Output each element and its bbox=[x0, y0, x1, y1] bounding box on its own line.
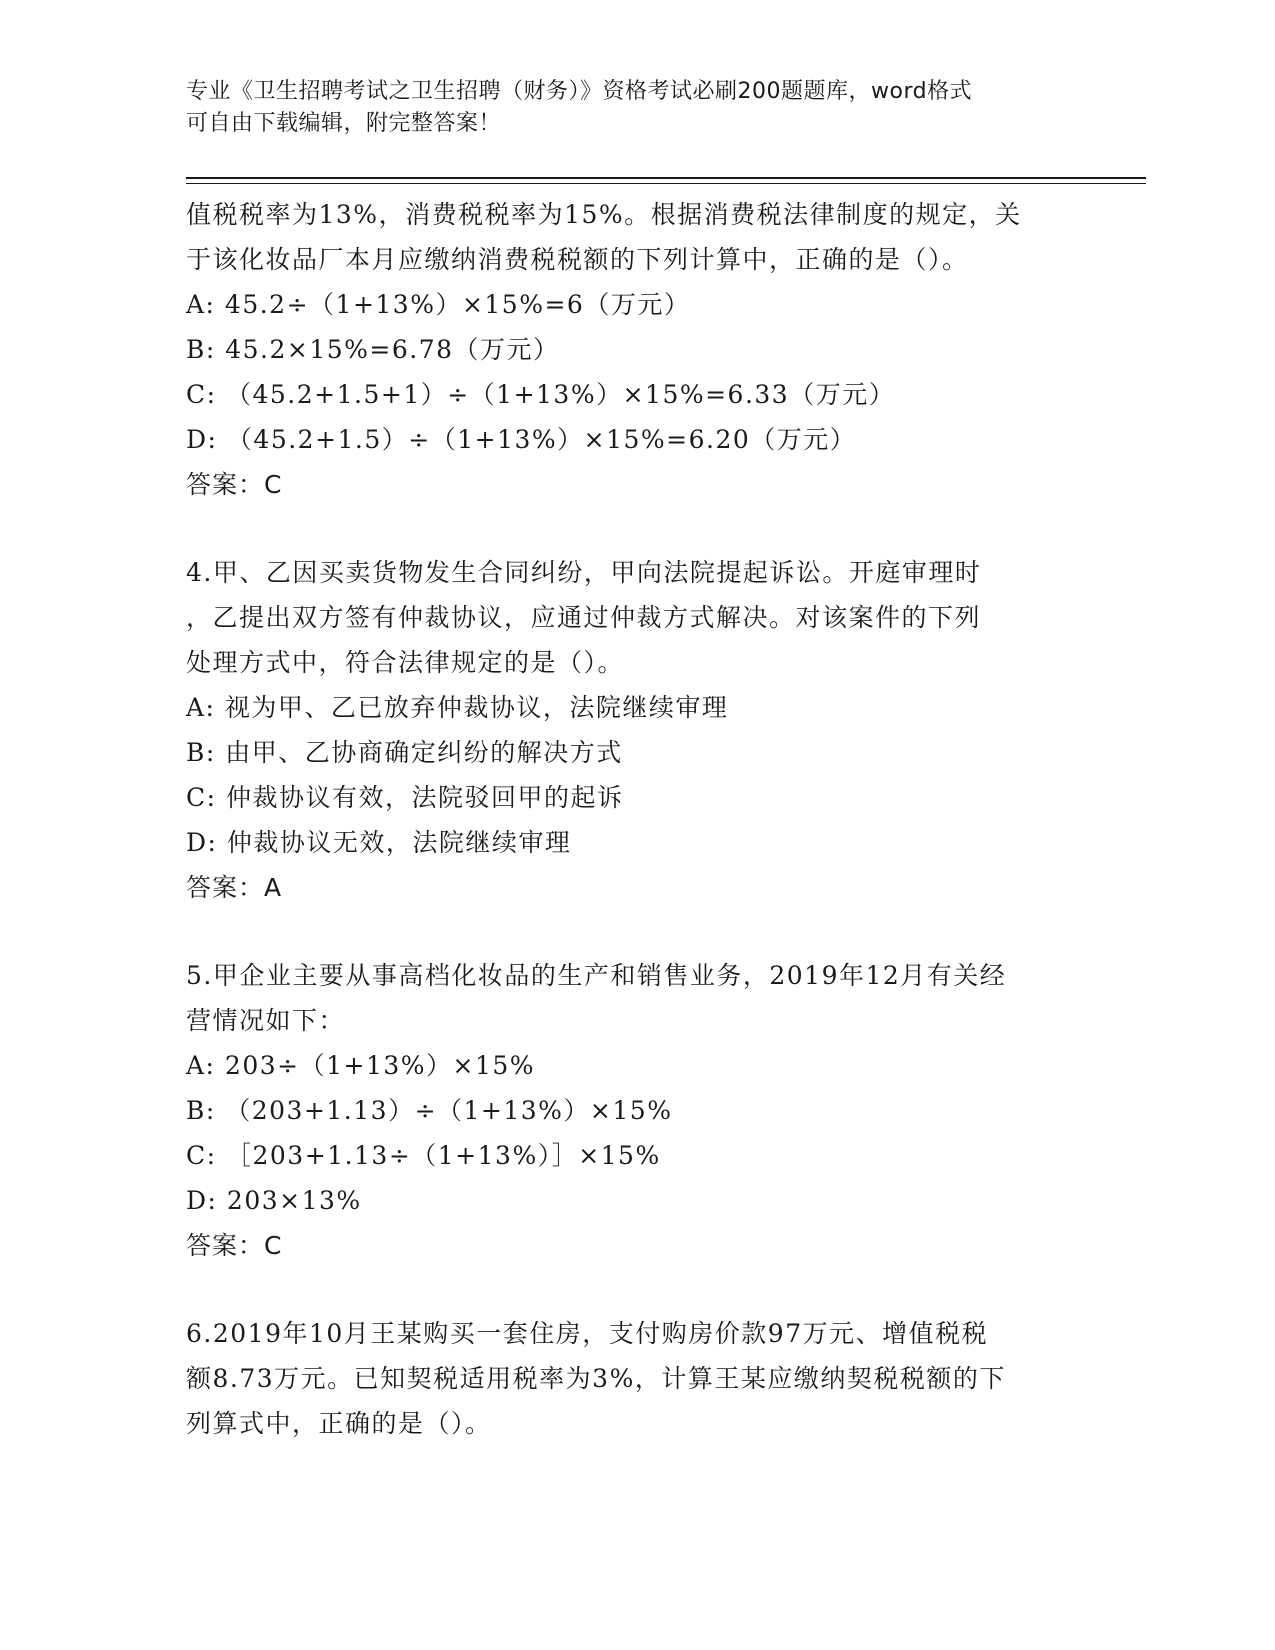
question-text-line: ，乙提出双方签有仲裁协议，应通过仲裁方式解决。对该案件的下列 bbox=[186, 603, 982, 632]
question-spacer bbox=[186, 1268, 1086, 1311]
header-title-line-1: 专业《卫生招聘考试之卫生招聘（财务）》资格考试必刷200题题库，word格式 bbox=[186, 79, 973, 104]
question-list bbox=[186, 192, 1086, 1446]
question-text-line: 4.甲、乙因买卖货物发生合同纠纷，甲向法院提起诉讼。开庭审理时 bbox=[186, 558, 982, 587]
question-text-line: 值税税率为13%，消费税税率为15%。根据消费税法律制度的规定，关 bbox=[186, 200, 1022, 229]
option-d: D: 203×13% bbox=[186, 1186, 362, 1215]
option-b: B: （203+1.13）÷（1+13%）×15% bbox=[186, 1096, 673, 1125]
header-title-line-2: 可自由下载编辑，附完整答案！ bbox=[186, 111, 502, 136]
header-divider-thin bbox=[186, 183, 1146, 184]
question-text-line: 6.2019年10月王某购买一套住房，支付购房价款97万元、增值税税 bbox=[186, 1319, 989, 1348]
option-c: C: （45.2+1.5+1）÷（1+13%）×15%=6.33（万元） bbox=[186, 380, 896, 409]
document-header bbox=[186, 76, 1086, 140]
question-5 bbox=[186, 953, 1086, 1268]
option-a: A: 45.2÷（1+13%）×15%=6（万元） bbox=[186, 290, 691, 319]
answer-line: 答案：A bbox=[186, 873, 283, 902]
question-text-line: 于该化妆品厂本月应缴纳消费税税额的下列计算中，正确的是（）。 bbox=[186, 245, 969, 274]
option-a: A: 203÷（1+13%）×15% bbox=[186, 1051, 536, 1080]
question-text-line: 5.甲企业主要从事高档化妆品的生产和销售业务，2019年12月有关经 bbox=[186, 961, 1007, 990]
question-3 bbox=[186, 192, 1086, 507]
option-c: C: ［203+1.13÷（1+13%）］×15% bbox=[186, 1141, 661, 1170]
question-6 bbox=[186, 1311, 1086, 1446]
answer-line: 答案：C bbox=[186, 1231, 283, 1260]
option-c: C: 仲裁协议有效，法院驳回甲的起诉 bbox=[186, 783, 624, 812]
option-a: A: 视为甲、乙已放弃仲裁协议，法院继续审理 bbox=[186, 693, 729, 722]
question-4 bbox=[186, 550, 1086, 910]
question-text-line: 营情况如下： bbox=[186, 1006, 346, 1035]
option-b: B: 由甲、乙协商确定纠纷的解决方式 bbox=[186, 738, 623, 767]
answer-line: 答案：C bbox=[186, 470, 283, 499]
header-divider-thick bbox=[186, 177, 1146, 179]
question-text-line: 额8.73万元。已知契税适用税率为3%，计算王某应缴纳契税税额的下 bbox=[186, 1364, 1006, 1393]
question-spacer bbox=[186, 507, 1086, 550]
option-d: D: 仲裁协议无效，法院继续审理 bbox=[186, 828, 572, 857]
question-text-line: 列算式中，正确的是（）。 bbox=[186, 1409, 492, 1438]
option-b: B: 45.2×15%=6.78（万元） bbox=[186, 335, 560, 364]
question-spacer bbox=[186, 910, 1086, 953]
option-d: D: （45.2+1.5）÷（1+13%）×15%=6.20（万元） bbox=[186, 425, 857, 454]
question-text-line: 处理方式中，符合法律规定的是（）。 bbox=[186, 648, 625, 677]
